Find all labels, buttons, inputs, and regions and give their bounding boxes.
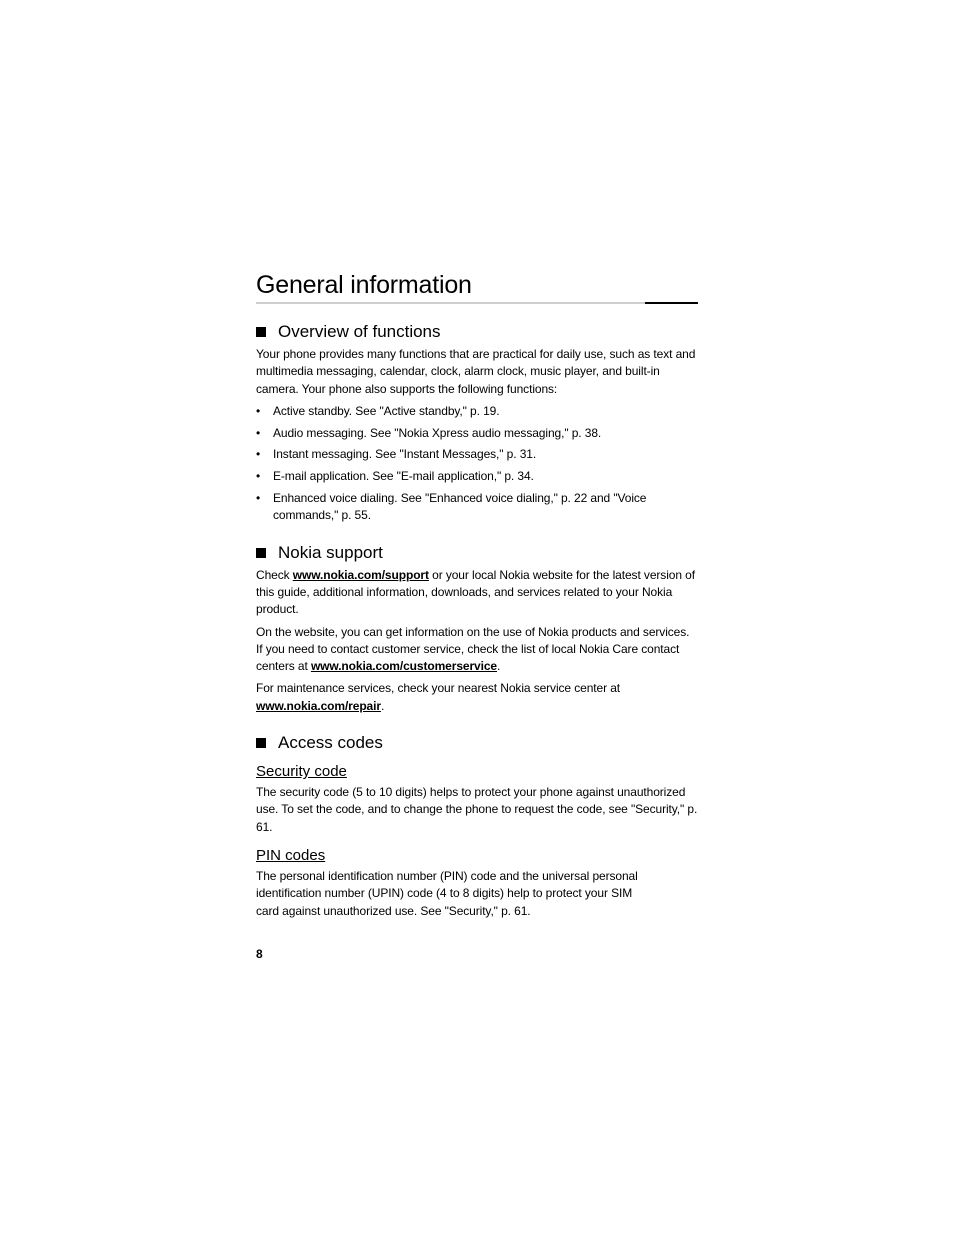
- support-link[interactable]: www.nokia.com/support: [292, 567, 429, 582]
- text-run: For maintenance services, check your nearest Nokia service center at: [256, 681, 621, 696]
- text-run: or your local Nokia website for the latest version of this guide, additional information, downloads, and services related to your Nokia product.: [256, 567, 695, 617]
- list-item-text: Active standby. See "Active standby," p. 19.: [273, 403, 500, 418]
- support-paragraph-2: [256, 624, 698, 676]
- bullet-dot-icon: •: [256, 491, 261, 506]
- bullet-dot-icon: •: [256, 425, 261, 440]
- section-heading-label: Nokia support: [278, 542, 383, 562]
- list-item: [256, 490, 698, 525]
- section-heading-access-codes: [256, 732, 698, 754]
- list-item: [256, 425, 698, 442]
- text-run: .: [497, 659, 501, 674]
- text-run: Check: [256, 567, 293, 582]
- bullet-dot-icon: •: [256, 447, 261, 462]
- section-heading-label: Access codes: [278, 733, 383, 753]
- list-item: [256, 403, 698, 420]
- bullet-dot-icon: •: [256, 403, 261, 418]
- chapter-title: General information: [256, 271, 472, 299]
- list-item-text: Instant messaging. See "Instant Messages," p. 31.: [273, 447, 537, 462]
- section-heading-overview: [256, 321, 698, 343]
- page-number: 8: [256, 947, 263, 961]
- page-content: [256, 268, 698, 925]
- subheading-security-code: Security code: [256, 763, 347, 781]
- support-paragraph-1: [256, 567, 698, 619]
- text-run: .: [380, 698, 385, 713]
- list-item: [256, 446, 698, 463]
- section-heading-support: [256, 542, 698, 564]
- customerservice-link[interactable]: www.nokia.com/customerservice: [310, 659, 498, 674]
- list-item-text: Audio messaging. See "Nokia Xpress audio messaging," p. 38.: [273, 425, 602, 440]
- text-run: On the website, you can get information on the use of Nokia products and services. If you need to contact customer service, check the list of local Nokia Care contact centers at: [256, 624, 690, 674]
- section-heading-label: Overview of functions: [278, 322, 441, 341]
- square-bullet-icon: [256, 327, 266, 337]
- security-code-text: The security code (5 to 10 digits) helps to protect your phone against unauthorized use. To set the code, and to change the phone to request the code, see "Security," p. 61.: [256, 785, 698, 834]
- repair-link[interactable]: www.nokia.com/repair: [256, 698, 381, 713]
- list-item: [256, 468, 698, 485]
- bullet-dot-icon: •: [256, 469, 261, 484]
- square-bullet-icon: [256, 738, 266, 748]
- square-bullet-icon: [256, 548, 266, 558]
- overview-intro: Your phone provides many functions that are practical for daily use, such as text and multimedia messaging, calendar, clock, alarm clock, music player, and built-in camera. Your phone also supports the following functions:: [256, 347, 696, 396]
- pin-codes-text: The personal identification number (PIN) code and the universal personal identification number (UPIN) code (4 to 8 digits) help to protect your SIM card against unauthorized use. See "Security," p. 61.: [256, 868, 638, 918]
- list-item-text: E-mail application. See "E-mail application," p. 34.: [273, 469, 534, 484]
- function-list: [256, 403, 698, 525]
- support-paragraph-3: [256, 680, 698, 715]
- list-item-text: Enhanced voice dialing. See "Enhanced voice dialing," p. 22 and "Voice commands," p. 55.: [273, 491, 647, 523]
- title-rule: [256, 302, 698, 304]
- subheading-pin-codes: PIN codes: [256, 846, 326, 864]
